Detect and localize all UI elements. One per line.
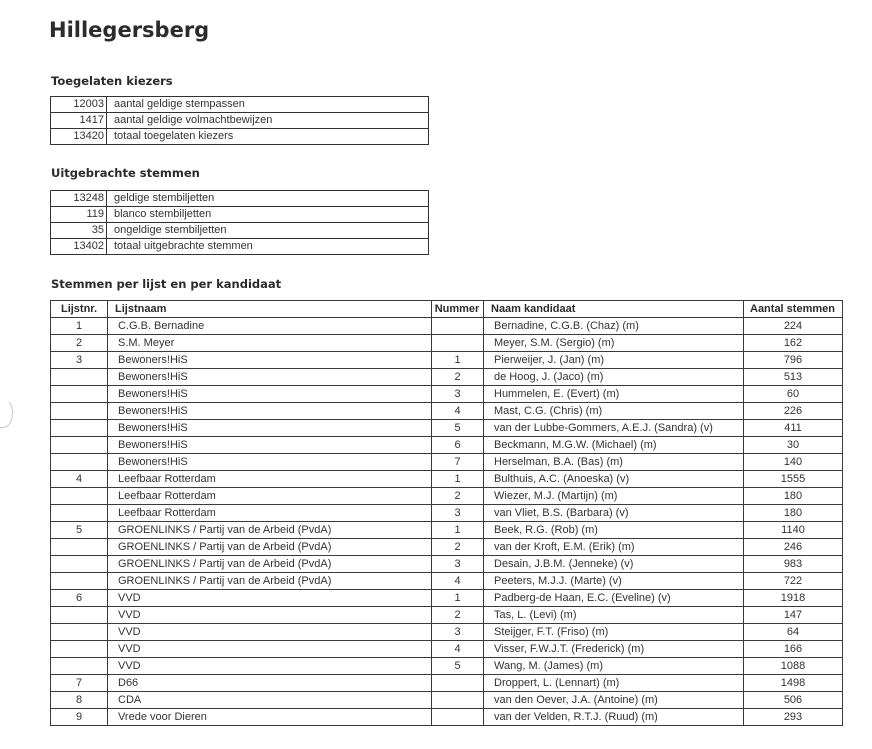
stemmen-cell: 1088	[744, 658, 843, 675]
kandidaat-cell: Padberg-de Haan, E.C. (Eveline) (v)	[484, 590, 744, 607]
lijstnaam-cell: Bewoners!HiS	[108, 420, 432, 437]
kandidaat-cell: Hummelen, E. (Evert) (m)	[484, 386, 744, 403]
header-lijstnaam: Lijstnaam	[108, 301, 432, 318]
page-title: Hillegersberg	[49, 18, 210, 42]
kandidaat-cell: van der Velden, R.T.J. (Ruud) (m)	[484, 709, 744, 726]
nummer-cell: 4	[432, 573, 484, 590]
nummer-cell: 1	[432, 352, 484, 369]
kandidaat-cell: Visser, F.W.J.T. (Frederick) (m)	[484, 641, 744, 658]
lijstnr-cell: 6	[51, 590, 108, 607]
kandidaat-cell: Beckmann, M.G.W. (Michael) (m)	[484, 437, 744, 454]
uitgebrachte-stemmen-table	[50, 190, 429, 255]
stemmen-cell: 162	[744, 335, 843, 352]
table-header-row	[51, 301, 843, 318]
table-row	[51, 607, 843, 624]
lijstnaam-cell: VVD	[108, 607, 432, 624]
table-row	[51, 239, 429, 255]
lijstnaam-cell: Bewoners!HiS	[108, 386, 432, 403]
value-cell: 12003	[51, 97, 107, 113]
table-row	[51, 658, 843, 675]
header-stemmen: Aantal stemmen	[744, 301, 843, 318]
lijstnr-cell	[51, 369, 108, 386]
value-cell: 1417	[51, 113, 107, 129]
lijstnaam-cell: Bewoners!HiS	[108, 352, 432, 369]
stemmen-cell: 513	[744, 369, 843, 386]
nummer-cell: 4	[432, 641, 484, 658]
stemmen-cell: 983	[744, 556, 843, 573]
label-cell: blanco stembiljetten	[107, 207, 429, 223]
scan-artifact	[0, 398, 13, 428]
table-row	[51, 437, 843, 454]
value-cell: 35	[51, 223, 107, 239]
nummer-cell: 1	[432, 522, 484, 539]
kandidaat-cell: Bulthuis, A.C. (Anoeska) (v)	[484, 471, 744, 488]
lijstnr-cell: 5	[51, 522, 108, 539]
lijstnaam-cell: D66	[108, 675, 432, 692]
lijstnr-cell: 3	[51, 352, 108, 369]
stemmen-cell: 30	[744, 437, 843, 454]
nummer-cell: 3	[432, 624, 484, 641]
table-row	[51, 522, 843, 539]
kandidaat-cell: Wang, M. (James) (m)	[484, 658, 744, 675]
table-row	[51, 223, 429, 239]
lijstnr-cell	[51, 641, 108, 658]
lijstnaam-cell: GROENLINKS / Partij van de Arbeid (PvdA)	[108, 573, 432, 590]
lijstnaam-cell: Bewoners!HiS	[108, 437, 432, 454]
table-row	[51, 369, 843, 386]
lijstnaam-cell: Bewoners!HiS	[108, 403, 432, 420]
kandidaat-cell: Desain, J.B.M. (Jenneke) (v)	[484, 556, 744, 573]
lijstnaam-cell: GROENLINKS / Partij van de Arbeid (PvdA)	[108, 556, 432, 573]
lijstnr-cell: 4	[51, 471, 108, 488]
table-row	[51, 352, 843, 369]
table-row	[51, 454, 843, 471]
nummer-cell: 1	[432, 590, 484, 607]
lijstnaam-cell: S.M. Meyer	[108, 335, 432, 352]
lijstnaam-cell: C.G.B. Bernadine	[108, 318, 432, 335]
header-kandidaat: Naam kandidaat	[484, 301, 744, 318]
lijstnaam-cell: Bewoners!HiS	[108, 369, 432, 386]
value-cell: 119	[51, 207, 107, 223]
nummer-cell: 4	[432, 403, 484, 420]
table-row	[51, 129, 429, 145]
table-row	[51, 692, 843, 709]
lijstnr-cell: 7	[51, 675, 108, 692]
table-row	[51, 403, 843, 420]
kandidaat-cell: Tas, L. (Levi) (m)	[484, 607, 744, 624]
lijstnaam-cell: Leefbaar Rotterdam	[108, 488, 432, 505]
lijstnr-cell	[51, 386, 108, 403]
lijstnaam-cell: VVD	[108, 624, 432, 641]
stemmen-per-kandidaat-table	[50, 300, 843, 726]
stemmen-cell: 140	[744, 454, 843, 471]
lijstnr-cell	[51, 658, 108, 675]
stemmen-cell: 224	[744, 318, 843, 335]
table-row	[51, 624, 843, 641]
lijstnr-cell: 2	[51, 335, 108, 352]
table-row	[51, 97, 429, 113]
kandidaat-cell: van der Lubbe-Gommers, A.E.J. (Sandra) (v)	[484, 420, 744, 437]
stemmen-cell: 1918	[744, 590, 843, 607]
table-row	[51, 113, 429, 129]
stemmen-cell: 506	[744, 692, 843, 709]
table-row	[51, 539, 843, 556]
nummer-cell: 2	[432, 369, 484, 386]
lijstnaam-cell: Leefbaar Rotterdam	[108, 505, 432, 522]
header-lijstnr: Lijstnr.	[51, 301, 108, 318]
lijstnr-cell	[51, 437, 108, 454]
kandidaat-cell: Herselman, B.A. (Bas) (m)	[484, 454, 744, 471]
table-row	[51, 488, 843, 505]
stemmen-cell: 1140	[744, 522, 843, 539]
lijstnaam-cell: Leefbaar Rotterdam	[108, 471, 432, 488]
stemmen-cell: 411	[744, 420, 843, 437]
nummer-cell: 2	[432, 607, 484, 624]
section-title-toegelaten-kiezers: Toegelaten kiezers	[51, 74, 173, 88]
lijstnr-cell: 1	[51, 318, 108, 335]
label-cell: ongeldige stembiljetten	[107, 223, 429, 239]
lijstnaam-cell: VVD	[108, 641, 432, 658]
value-cell: 13402	[51, 239, 107, 255]
kandidaat-cell: Meyer, S.M. (Sergio) (m)	[484, 335, 744, 352]
nummer-cell: 3	[432, 505, 484, 522]
nummer-cell: 5	[432, 658, 484, 675]
kandidaat-cell: Bernadine, C.G.B. (Chaz) (m)	[484, 318, 744, 335]
table-row	[51, 191, 429, 207]
table-row	[51, 386, 843, 403]
table-row	[51, 207, 429, 223]
value-cell: 13420	[51, 129, 107, 145]
lijstnr-cell	[51, 539, 108, 556]
nummer-cell: 1	[432, 471, 484, 488]
nummer-cell: 6	[432, 437, 484, 454]
kandidaat-cell: Droppert, L. (Lennart) (m)	[484, 675, 744, 692]
lijstnr-cell	[51, 573, 108, 590]
toegelaten-kiezers-table	[50, 96, 429, 145]
kandidaat-cell: de Hoog, J. (Jaco) (m)	[484, 369, 744, 386]
stemmen-cell: 64	[744, 624, 843, 641]
table-row	[51, 335, 843, 352]
kandidaat-cell: van der Kroft, E.M. (Erik) (m)	[484, 539, 744, 556]
stemmen-cell: 180	[744, 505, 843, 522]
lijstnaam-cell: GROENLINKS / Partij van de Arbeid (PvdA)	[108, 522, 432, 539]
lijstnr-cell	[51, 607, 108, 624]
label-cell: totaal uitgebrachte stemmen	[107, 239, 429, 255]
lijstnaam-cell: GROENLINKS / Partij van de Arbeid (PvdA)	[108, 539, 432, 556]
lijstnr-cell: 8	[51, 692, 108, 709]
nummer-cell	[432, 318, 484, 335]
table-row	[51, 709, 843, 726]
lijstnr-cell	[51, 420, 108, 437]
kandidaat-cell: Wiezer, M.J. (Martijn) (m)	[484, 488, 744, 505]
nummer-cell: 3	[432, 386, 484, 403]
section-title-uitgebrachte-stemmen: Uitgebrachte stemmen	[51, 166, 200, 180]
stemmen-cell: 147	[744, 607, 843, 624]
stemmen-cell: 166	[744, 641, 843, 658]
header-nummer: Nummer	[432, 301, 484, 318]
label-cell: aantal geldige volmachtbewijzen	[107, 113, 429, 129]
table-row	[51, 505, 843, 522]
table-row	[51, 318, 843, 335]
nummer-cell	[432, 675, 484, 692]
lijstnaam-cell: Vrede voor Dieren	[108, 709, 432, 726]
stemmen-cell: 246	[744, 539, 843, 556]
kandidaat-cell: Peeters, M.J.J. (Marte) (v)	[484, 573, 744, 590]
label-cell: aantal geldige stempassen	[107, 97, 429, 113]
table-row	[51, 590, 843, 607]
lijstnr-cell	[51, 454, 108, 471]
lijstnr-cell	[51, 556, 108, 573]
table-row	[51, 675, 843, 692]
kandidaat-cell: Steijger, F.T. (Friso) (m)	[484, 624, 744, 641]
table-row	[51, 573, 843, 590]
kandidaat-cell: Beek, R.G. (Rob) (m)	[484, 522, 744, 539]
nummer-cell	[432, 335, 484, 352]
lijstnaam-cell: CDA	[108, 692, 432, 709]
table-row	[51, 641, 843, 658]
kandidaat-cell: van Vliet, B.S. (Barbara) (v)	[484, 505, 744, 522]
stemmen-cell: 180	[744, 488, 843, 505]
nummer-cell: 5	[432, 420, 484, 437]
stemmen-cell: 1555	[744, 471, 843, 488]
value-cell: 13248	[51, 191, 107, 207]
lijstnaam-cell: VVD	[108, 590, 432, 607]
lijstnr-cell	[51, 403, 108, 420]
section-title-stemmen-per-lijst: Stemmen per lijst en per kandidaat	[51, 277, 282, 291]
stemmen-cell: 293	[744, 709, 843, 726]
stemmen-cell: 796	[744, 352, 843, 369]
nummer-cell: 3	[432, 556, 484, 573]
nummer-cell	[432, 692, 484, 709]
lijstnr-cell	[51, 488, 108, 505]
lijstnr-cell	[51, 505, 108, 522]
label-cell: geldige stembiljetten	[107, 191, 429, 207]
lijstnaam-cell: Bewoners!HiS	[108, 454, 432, 471]
table-row	[51, 420, 843, 437]
kandidaat-cell: Pierweijer, J. (Jan) (m)	[484, 352, 744, 369]
nummer-cell: 7	[432, 454, 484, 471]
nummer-cell	[432, 709, 484, 726]
kandidaat-cell: Mast, C.G. (Chris) (m)	[484, 403, 744, 420]
kandidaat-cell: van den Oever, J.A. (Antoine) (m)	[484, 692, 744, 709]
nummer-cell: 2	[432, 539, 484, 556]
table-body	[51, 318, 843, 726]
stemmen-cell: 1498	[744, 675, 843, 692]
stemmen-cell: 226	[744, 403, 843, 420]
label-cell: totaal toegelaten kiezers	[107, 129, 429, 145]
lijstnaam-cell: VVD	[108, 658, 432, 675]
lijstnr-cell	[51, 624, 108, 641]
lijstnr-cell: 9	[51, 709, 108, 726]
nummer-cell: 2	[432, 488, 484, 505]
stemmen-cell: 60	[744, 386, 843, 403]
stemmen-cell: 722	[744, 573, 843, 590]
table-row	[51, 556, 843, 573]
table-row	[51, 471, 843, 488]
